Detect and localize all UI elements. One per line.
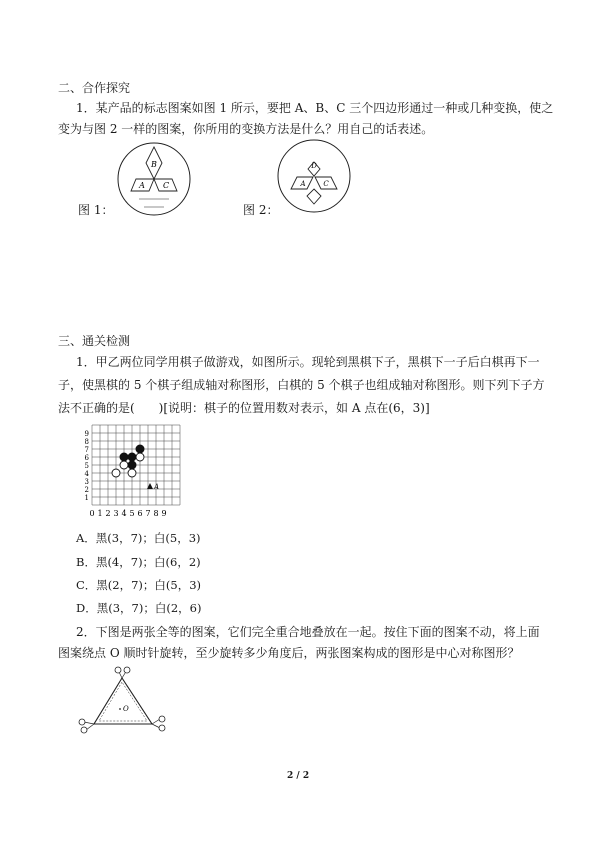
fig2-letter-d: D (311, 162, 317, 170)
s2-question-1-line-2: 变为与图 2 一样的图案，你所用的变换方法是什么？用自己的话表述。 (58, 122, 434, 136)
s3-question-2-line-1: 2．下图是两张全等的图案，它们完全重合地叠放在一起。按住下面的图案不动，将上面 (76, 625, 540, 639)
figure-2-logo (276, 138, 352, 214)
x-label-7: 7 (145, 509, 151, 518)
white-stone (128, 469, 136, 477)
s3-question-1-line-2: 子，使黑棋的 5 个棋子组成轴对称图形，白棋的 5 个棋子也组成轴对称图形。则下列下子方 (58, 378, 545, 392)
rotation-figure (76, 666, 168, 742)
s2-question-1-line-1: 1．某产品的标志图案如图 1 所示，要把 A、B、C 三个四边形通过一种或几种变换，使之 (76, 101, 554, 115)
page-number: 2 / 2 (287, 771, 310, 781)
x-label-5: 5 (129, 509, 135, 518)
black-stone (136, 445, 144, 453)
option-a: A．黑(3，7)；白(5，3) (76, 531, 201, 545)
s3-question-1-line-1: 1．甲乙两位同学用棋子做游戏，如图所示。现轮到黑棋下子，黑棋下一子后白棋再下一 (76, 355, 540, 369)
point-a-label: A (154, 483, 160, 491)
option-d: D．黑(3，7)；白(2，6) (76, 601, 202, 615)
x-label-3: 3 (113, 509, 119, 518)
center-label: O (123, 705, 129, 713)
board-y-labels (85, 430, 90, 502)
fig1-letter-c: C (162, 181, 170, 190)
x-label-8: 8 (153, 509, 159, 518)
black-stone (120, 453, 128, 461)
center-point (119, 708, 121, 710)
fig2-letter-a: A (300, 180, 306, 188)
section-3-heading: 三、通关检测 (58, 334, 131, 348)
x-label-2: 2 (105, 509, 111, 518)
fig1-letter-a: A (139, 181, 145, 190)
figure-1-logo (116, 141, 192, 217)
y-label-2: 2 (84, 486, 89, 494)
section-2-heading: 二、合作探究 (58, 81, 131, 95)
y-label-7: 7 (84, 446, 89, 454)
figure-2-label: 图 2： (243, 203, 279, 217)
y-label-5: 5 (84, 462, 89, 470)
y-label-8: 8 (84, 438, 89, 446)
go-board (78, 422, 186, 522)
white-stone (120, 461, 128, 469)
y-label-4: 4 (84, 470, 89, 478)
x-label-4: 4 (121, 509, 127, 518)
fig1-letter-b: B (151, 160, 157, 169)
y-label-3: 3 (84, 478, 89, 486)
x-label-6: 6 (137, 509, 143, 518)
black-stone (128, 453, 136, 461)
x-label-9: 9 (161, 509, 167, 518)
board-x-labels (89, 509, 166, 518)
y-label-6: 6 (84, 454, 89, 462)
fig2-letter-c: C (323, 180, 329, 188)
y-label-1: 1 (84, 494, 89, 502)
y-label-9: 9 (84, 430, 89, 438)
s3-question-2-line-2: 图案绕点 O 顺时针旋转，至少旋转多少角度后，两张图案构成的图形是中心对称图形？ (58, 646, 520, 660)
option-c: C．黑(2，7)；白(5，3) (76, 578, 202, 592)
option-b: B．黑(4，7)；白(6，2) (76, 555, 201, 569)
white-stone (136, 453, 144, 461)
black-stone (128, 461, 136, 469)
s3-question-1-line-3: 法不正确的是( )[说明：棋子的位置用数对表示，如 A 点在(6，3)] (58, 401, 430, 415)
white-stone (112, 469, 120, 477)
x-label-1: 1 (97, 509, 103, 518)
figure-1-label: 图 1： (78, 203, 114, 217)
x-label-0: 0 (89, 509, 95, 518)
